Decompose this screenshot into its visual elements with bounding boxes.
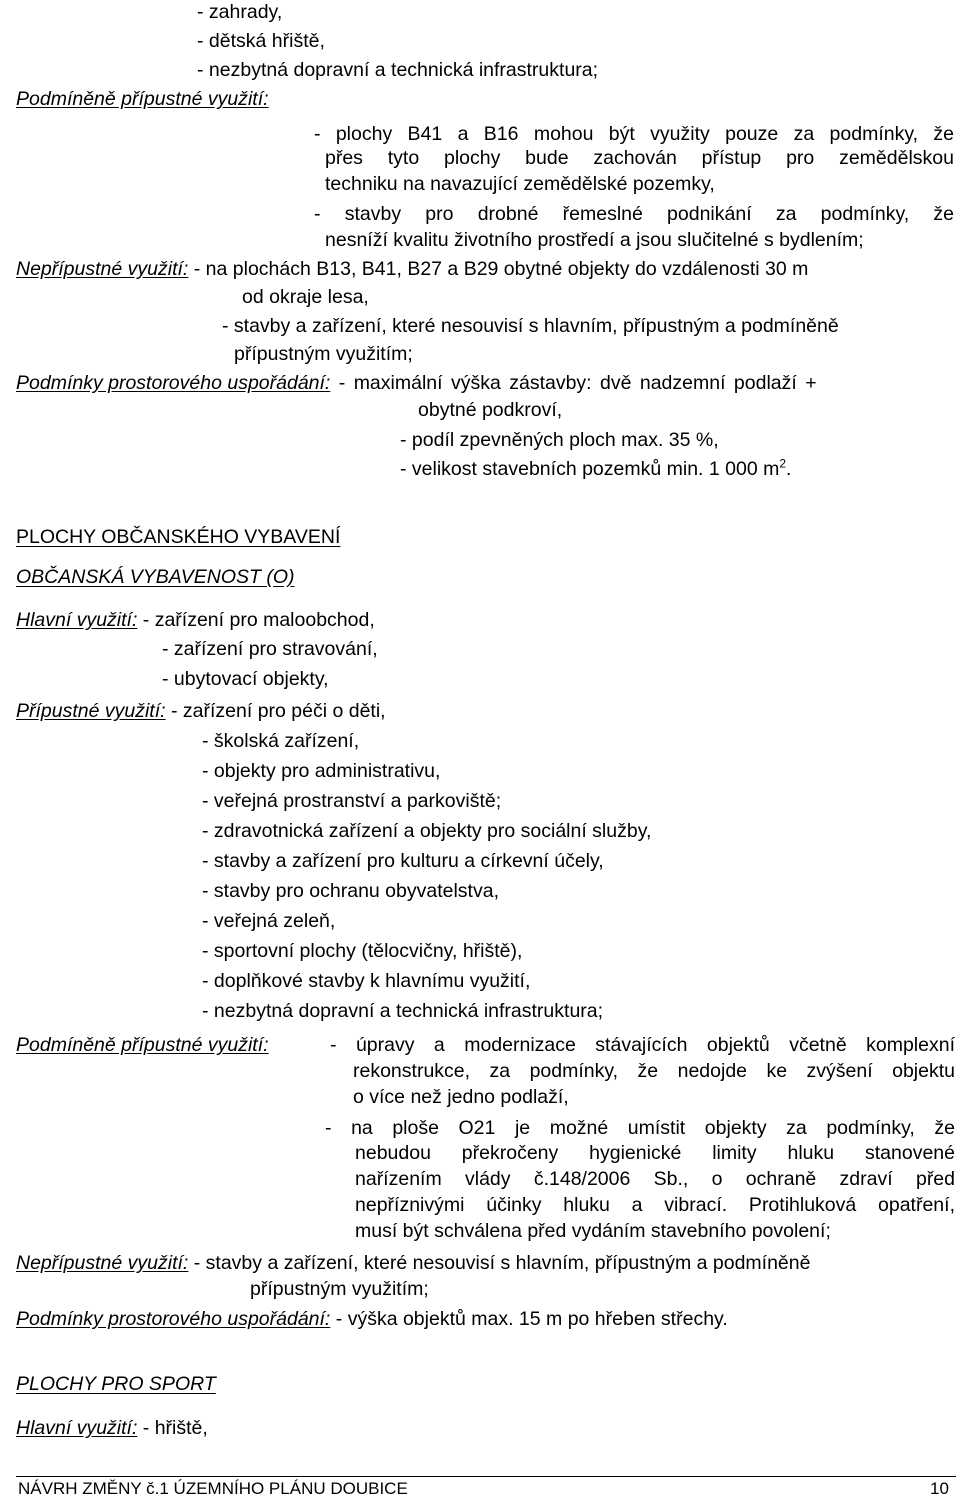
- condition-text: musí být schválena před vydáním stavebního povolení;: [355, 1220, 831, 1242]
- page-number: 10: [930, 1479, 949, 1498]
- forbidden-use-text: přípustným využitím;: [234, 343, 413, 365]
- forbidden-use-label: Nepřípustné využití:: [16, 1252, 189, 1274]
- list-item: - nezbytná dopravní a technická infrastruktura;: [197, 59, 599, 81]
- footer-divider: [16, 1476, 956, 1477]
- allowed-use-label: Přípustné využití:: [16, 700, 166, 722]
- list-item: - veřejná zeleň,: [202, 910, 336, 932]
- condition-text: - stavby pro drobné řemeslné podnikání za podmínky, že: [314, 203, 954, 225]
- condition-text: o více než jedno podlaží,: [353, 1086, 569, 1108]
- forbidden-use-text: - na plochách B13, B41, B27 a B29 obytné objekty do vzdálenosti 30 m: [188, 258, 809, 280]
- list-item: - dětská hřiště,: [197, 30, 325, 52]
- main-use-row: [16, 608, 375, 632]
- main-use-label: Hlavní využití:: [16, 1417, 138, 1439]
- plot-size-text: - velikost stavebních pozemků min. 1 000 m: [400, 458, 780, 480]
- superscript: 2: [779, 456, 787, 471]
- main-use-label: Hlavní využití:: [16, 609, 138, 631]
- forbidden-use-row: [16, 257, 808, 281]
- list-item: - stavby pro ochranu obyvatelstva,: [202, 880, 499, 902]
- footer-title: NÁVRH ZMĚNY č.1 ÚZEMNÍHO PLÁNU DOUBICE: [18, 1479, 408, 1498]
- list-item: - zdravotnická zařízení a objekty pro sociální služby,: [202, 820, 652, 842]
- condition-text: - úpravy a modernizace stávajících objektů včetně komplexní: [330, 1034, 955, 1056]
- forbidden-use-text: od okraje lesa,: [242, 286, 369, 308]
- forbidden-use-text: - stavby a zařízení, které nesouvisí s hlavním, přípustným a podmíněně: [222, 315, 839, 337]
- spatial-conditions-label: Podmínky prostorového uspořádání:: [16, 1308, 331, 1330]
- forbidden-use-text: přípustným využitím;: [250, 1278, 429, 1300]
- list-item: - nezbytná dopravní a technická infrastruktura;: [202, 1000, 604, 1022]
- condition-text: nebudou překročeny hygienické limity hluku stanovené: [355, 1142, 955, 1164]
- spatial-conditions-text: [400, 457, 791, 481]
- conditional-use-label: Podmíněně přípustné využití:: [16, 88, 269, 110]
- spatial-conditions-text: - podíl zpevněných ploch max. 35 %,: [400, 429, 719, 451]
- list-item: - veřejná prostranství a parkoviště;: [202, 790, 502, 812]
- spatial-conditions-label: Podmínky prostorového uspořádání:: [16, 372, 331, 394]
- forbidden-use-text: - stavby a zařízení, které nesouvisí s hlavním, přípustným a podmíněně: [188, 1252, 811, 1274]
- list-item: - objekty pro administrativu,: [202, 760, 441, 782]
- spatial-conditions-row: [16, 371, 954, 395]
- main-use-row: [16, 1416, 208, 1440]
- list-item: - sportovní plochy (tělocvičny, hřiště),: [202, 940, 523, 962]
- spatial-conditions-text: - výška objektů max. 15 m po hřeben střechy.: [330, 1308, 728, 1330]
- subsection-heading: OBČANSKÁ VYBAVENOST (O): [16, 566, 295, 588]
- list-item: - stavby a zařízení pro kulturu a církevní účely,: [202, 850, 604, 872]
- main-use-text: - zařízení pro maloobchod,: [137, 609, 375, 631]
- condition-text: - na ploše O21 je možné umístit objekty za podmínky, že: [325, 1117, 955, 1139]
- conditional-use-label: Podmíněně přípustné využití:: [16, 1034, 269, 1056]
- forbidden-use-label: Nepřípustné využití:: [16, 258, 189, 280]
- condition-text: nařízením vlády č.148/2006 Sb., o ochraně zdraví před: [355, 1168, 955, 1190]
- list-item: - doplňkové stavby k hlavnímu využití,: [202, 970, 531, 992]
- forbidden-use-row: [16, 1251, 810, 1275]
- condition-text: nepříznivými účinky hluku a vibrací. Protihluková opatření,: [355, 1194, 955, 1216]
- list-item: - zařízení pro stravování,: [162, 638, 378, 660]
- subsection-heading: PLOCHY PRO SPORT: [16, 1373, 216, 1395]
- spatial-conditions-text: obytné podkroví,: [418, 399, 563, 421]
- spatial-conditions-text: - maximální výška zástavby: dvě nadzemní podlaží +: [330, 372, 817, 394]
- condition-text: - plochy B41 a B16 mohou být využity pouze za podmínky, že: [314, 123, 954, 145]
- list-item: - školská zařízení,: [202, 730, 360, 752]
- allowed-use-text: - zařízení pro péči o děti,: [165, 700, 386, 722]
- condition-text: přes tyto plochy bude zachován přístup pro zemědělskou: [325, 147, 954, 169]
- condition-text: rekonstrukce, za podmínky, že nedojde ke zvýšení objektu: [353, 1060, 955, 1082]
- period: .: [786, 458, 792, 480]
- allowed-use-row: [16, 699, 386, 723]
- condition-text: nesníží kvalitu životního prostředí a jsou slučitelné s bydlením;: [325, 229, 864, 251]
- main-use-text: - hřiště,: [137, 1417, 208, 1439]
- list-item: - ubytovací objekty,: [162, 668, 329, 690]
- condition-text: techniku na navazující zemědělské pozemky,: [325, 173, 715, 195]
- section-heading: PLOCHY OBČANSKÉHO VYBAVENÍ: [16, 526, 341, 548]
- list-item: - zahrady,: [197, 1, 283, 23]
- spatial-conditions-row: [16, 1307, 728, 1331]
